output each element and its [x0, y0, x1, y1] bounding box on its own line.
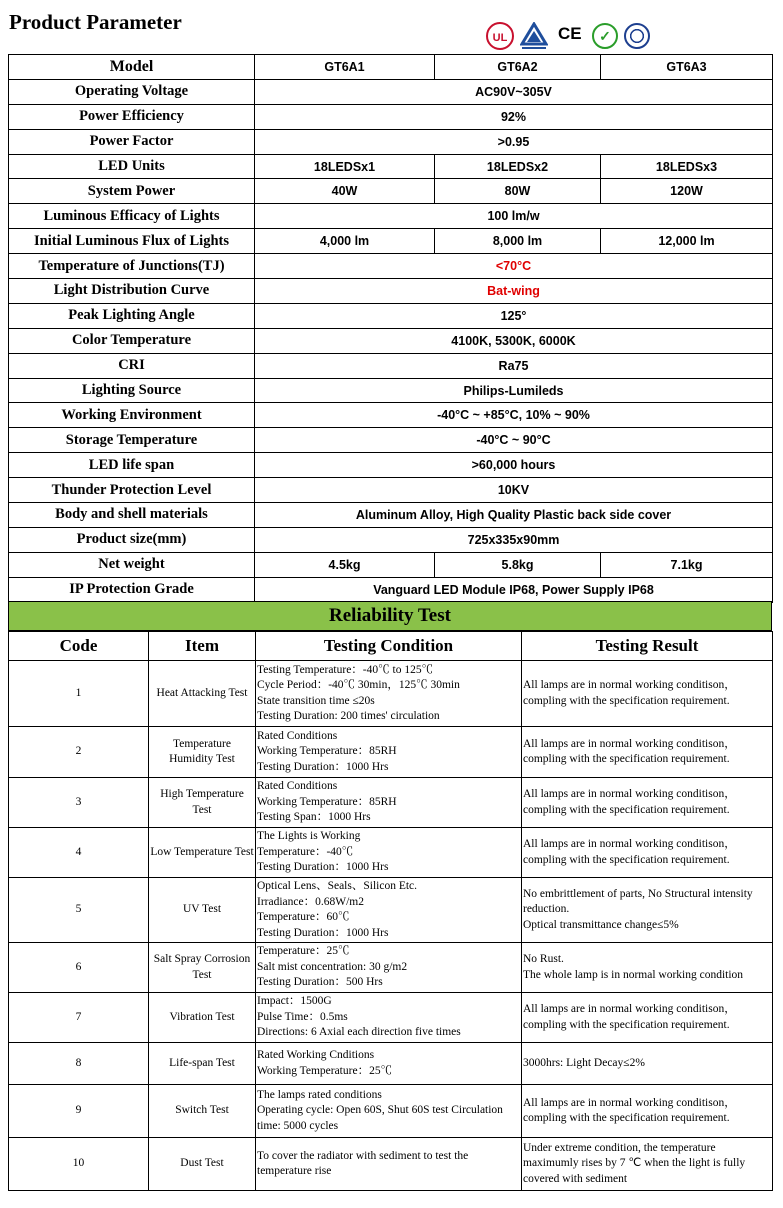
param-value-highlight: <70°C [255, 254, 773, 279]
param-label: CRI [9, 353, 255, 378]
param-value: 12,000 lm [601, 229, 773, 254]
param-value-highlight: Bat-wing [255, 279, 773, 304]
test-code: 7 [9, 993, 149, 1043]
param-row-ip-grade [9, 577, 773, 602]
test-condition [256, 1085, 522, 1138]
param-label: IP Protection Grade [9, 577, 255, 602]
param-label: Power Factor [9, 129, 255, 154]
test-condition [256, 993, 522, 1043]
result-line: All lamps are in normal working conditison， [523, 1096, 736, 1109]
param-value: 18LEDSx1 [255, 154, 435, 179]
param-row-peak-angle [9, 303, 773, 328]
test-condition [256, 1138, 522, 1191]
condition-line: Working Temperature：85RH [257, 745, 397, 758]
result-line: All lamps are in normal working conditison， [523, 679, 736, 691]
param-row-net-weight [9, 552, 773, 577]
param-row-power-factor [9, 129, 773, 154]
condition-line: Directions: 6 Axial each direction five times [257, 1026, 461, 1039]
result-line: No Rust. [523, 953, 564, 965]
test-item: Vibration Test [149, 993, 256, 1043]
test-result [522, 661, 773, 727]
condition-line: Operating cycle: Open 60S, Shut 60S test Circulation [257, 1104, 503, 1117]
condition-line: Testing Duration：1000 Hrs [257, 861, 389, 874]
param-value: 725x335x90mm [255, 527, 773, 552]
column-header-code: Code [9, 632, 149, 661]
param-value: 4100K, 5300K, 6000K [255, 328, 773, 353]
test-item: Temperature Humidity Test [149, 727, 256, 778]
param-row-distribution-curve [9, 279, 773, 304]
test-result [522, 778, 773, 828]
param-value: Philips-Lumileds [255, 378, 773, 403]
condition-line: Salt mist concentration: 30 g/m2 [257, 960, 408, 973]
param-label: Color Temperature [9, 328, 255, 353]
param-value: >0.95 [255, 129, 773, 154]
result-line: Under extreme condition, the temperature maximumly rises by 7 ℃ when the light is fully covered with sediment [523, 1141, 746, 1185]
param-value: 125° [255, 303, 773, 328]
test-result [522, 1043, 773, 1085]
param-row-size [9, 527, 773, 552]
test-condition [256, 943, 522, 993]
test-result [522, 1085, 773, 1138]
table-row [9, 943, 773, 993]
param-row-led-units [9, 154, 773, 179]
param-value: 10KV [255, 478, 773, 503]
result-line: 3000hrs: Light Decay≤2% [523, 1056, 645, 1069]
test-code: 4 [9, 828, 149, 878]
param-label: Peak Lighting Angle [9, 303, 255, 328]
param-value: GT6A1 [255, 55, 435, 80]
result-line: No embrittlement of parts, No Structural intensity [523, 887, 753, 900]
condition-line: Optical Lens、Seals、Silicon Etc. [257, 880, 418, 892]
param-row-life-span [9, 453, 773, 478]
condition-line: Temperature：-40℃ [257, 845, 354, 858]
condition-line: Temperature：60℃ [257, 911, 350, 923]
condition-line: time: 5000 cycles [257, 1119, 339, 1132]
condition-line: Testing Temperature：-40℃ to 125℃ [257, 663, 434, 676]
table-row [9, 993, 773, 1043]
result-line: reduction. [523, 903, 570, 916]
result-line: compling with the specification requirement. [523, 1018, 730, 1031]
condition-line: State transition time ≤20s [257, 694, 375, 707]
tuv-logo-icon [520, 22, 548, 52]
param-row-thunder [9, 478, 773, 503]
condition-line: Testing Duration：1000 Hrs [257, 926, 389, 939]
param-value: 4.5kg [255, 552, 435, 577]
test-code: 9 [9, 1085, 149, 1138]
condition-line: Rated Working Cnditions [257, 1049, 375, 1061]
param-label: Light Distribution Curve [9, 279, 255, 304]
test-code: 5 [9, 878, 149, 943]
condition-line: Working Temperature：85RH [257, 795, 397, 808]
result-line: Optical transmittance change≤5% [523, 918, 679, 931]
param-row-power-efficiency [9, 104, 773, 129]
param-value: 18LEDSx3 [601, 154, 773, 179]
table-row [9, 1138, 773, 1191]
param-row-color-temp [9, 328, 773, 353]
param-value: 80W [435, 179, 601, 204]
table-row [9, 878, 773, 943]
test-item: Low Temperature Test [149, 828, 256, 878]
test-item: Salt Spray Corrosion Test [149, 943, 256, 993]
product-parameter-table [8, 54, 773, 603]
condition-line: Cycle Period：-40℃ 30min，125℃ 30min [257, 679, 460, 691]
param-row-lighting-source [9, 378, 773, 403]
param-value: 8,000 lm [435, 229, 601, 254]
param-label: LED life span [9, 453, 255, 478]
condition-line: Temperature：25℃ [257, 945, 350, 958]
test-condition [256, 1043, 522, 1085]
test-result [522, 727, 773, 778]
table-row [9, 661, 773, 727]
param-value: 4,000 lm [255, 229, 435, 254]
test-result [522, 878, 773, 943]
test-item: Switch Test [149, 1085, 256, 1138]
param-label: Power Efficiency [9, 104, 255, 129]
condition-line: Pulse Time：0.5ms [257, 1010, 348, 1023]
param-value: 120W [601, 179, 773, 204]
param-label: Net weight [9, 552, 255, 577]
test-code: 2 [9, 727, 149, 778]
condition-line: Working Temperature：25℃ [257, 1064, 393, 1077]
test-code: 3 [9, 778, 149, 828]
certification-logos [484, 22, 654, 52]
condition-line: The Lights is Working [257, 830, 361, 843]
column-header-condition: Testing Condition [256, 632, 522, 661]
param-value: >60,000 hours [255, 453, 773, 478]
test-item: UV Test [149, 878, 256, 943]
param-row-junction-temp [9, 254, 773, 279]
reliability-header-row [9, 632, 773, 661]
test-item: Dust Test [149, 1138, 256, 1191]
table-row [9, 828, 773, 878]
result-line: The whole lamp is in normal working condition [523, 968, 744, 981]
reliability-test-table [8, 631, 773, 1191]
condition-line: The lamps rated conditions [257, 1088, 382, 1101]
test-code: 1 [9, 661, 149, 727]
test-condition [256, 878, 522, 943]
ul-logo-icon: UL [486, 22, 514, 50]
param-value: Ra75 [255, 353, 773, 378]
param-row-materials [9, 503, 773, 528]
result-line: All lamps are in normal working conditison， [523, 788, 736, 800]
column-header-item: Item [149, 632, 256, 661]
param-label: Lighting Source [9, 378, 255, 403]
table-row [9, 778, 773, 828]
test-code: 6 [9, 943, 149, 993]
param-row-model [9, 55, 773, 80]
param-value: -40°C ~ +85°C, 10% ~ 90% [255, 403, 773, 428]
condition-line: Testing Duration：1000 Hrs [257, 760, 389, 773]
result-line: All lamps are in normal working conditison， [523, 1003, 736, 1015]
param-label: Product size(mm) [9, 527, 255, 552]
param-label: Working Environment [9, 403, 255, 428]
param-row-working-env [9, 403, 773, 428]
test-code: 10 [9, 1138, 149, 1191]
param-value: Vanguard LED Module IP68, Power Supply IP68 [255, 577, 773, 602]
test-condition [256, 828, 522, 878]
result-line: compling with the specification requirement. [523, 1112, 730, 1124]
param-label: Storage Temperature [9, 428, 255, 453]
param-label: LED Units [9, 154, 255, 179]
param-value: 40W [255, 179, 435, 204]
param-value: 5.8kg [435, 552, 601, 577]
result-line: compling with the specification requirement. [523, 853, 730, 866]
test-item: High Temperature Test [149, 778, 256, 828]
result-line: All lamps are in normal working conditison， [523, 838, 736, 850]
param-label: System Power [9, 179, 255, 204]
column-header-result: Testing Result [522, 632, 773, 661]
test-result [522, 943, 773, 993]
cqc-logo-icon [624, 23, 650, 49]
condition-line: Testing Duration: 200 times' circulation [257, 710, 440, 722]
param-value: 92% [255, 104, 773, 129]
param-row-storage-temp [9, 428, 773, 453]
ce-logo-icon: CE [558, 24, 582, 43]
test-item: Heat Attacking Test [149, 661, 256, 727]
table-row [9, 727, 773, 778]
param-value: 7.1kg [601, 552, 773, 577]
result-line: compling with the specification requirement. [523, 803, 730, 816]
param-value: 100 lm/w [255, 204, 773, 229]
param-value: 18LEDSx2 [435, 154, 601, 179]
param-label: Model [9, 55, 255, 80]
result-line: compling with the specification requirement. [523, 694, 730, 707]
param-value: Aluminum Alloy, High Quality Plastic back side cover [255, 503, 773, 528]
test-result [522, 1138, 773, 1191]
condition-line: Rated Conditions [257, 780, 338, 793]
rohs-logo-icon: ✓ [592, 23, 618, 49]
param-label: Operating Voltage [9, 79, 255, 104]
condition-line: Irradiance：0.68W/m2 [257, 895, 364, 908]
param-row-initial-flux [9, 229, 773, 254]
param-row-cri [9, 353, 773, 378]
param-row-operating-voltage [9, 79, 773, 104]
param-label: Temperature of Junctions(TJ) [9, 254, 255, 279]
test-condition [256, 661, 522, 727]
condition-line: Testing Span：1000 Hrs [257, 811, 371, 824]
param-label: Thunder Protection Level [9, 478, 255, 503]
param-value: AC90V~305V [255, 79, 773, 104]
condition-line: Rated Conditions [257, 729, 338, 742]
table-row [9, 1043, 773, 1085]
test-result [522, 993, 773, 1043]
test-condition [256, 778, 522, 828]
table-row [9, 1085, 773, 1138]
param-label: Initial Luminous Flux of Lights [9, 229, 255, 254]
param-value: -40°C ~ 90°C [255, 428, 773, 453]
result-line: All lamps are in normal working conditison， [523, 737, 736, 750]
result-line: compling with the specification requirement. [523, 753, 730, 765]
page-title: Product Parameter [9, 10, 182, 34]
test-result [522, 828, 773, 878]
param-value: GT6A3 [601, 55, 773, 80]
condition-line: Impact：1500G [257, 995, 332, 1008]
test-item: Life-span Test [149, 1043, 256, 1085]
param-label: Body and shell materials [9, 503, 255, 528]
condition-line: To cover the radiator with sediment to test the temperature rise [257, 1149, 469, 1177]
param-label: Luminous Efficacy of Lights [9, 204, 255, 229]
param-value: GT6A2 [435, 55, 601, 80]
reliability-test-header: Reliability Test [8, 601, 772, 631]
param-row-system-power [9, 179, 773, 204]
test-condition [256, 727, 522, 778]
param-row-luminous-efficacy [9, 204, 773, 229]
test-code: 8 [9, 1043, 149, 1085]
condition-line: Testing Duration：500 Hrs [257, 976, 383, 989]
